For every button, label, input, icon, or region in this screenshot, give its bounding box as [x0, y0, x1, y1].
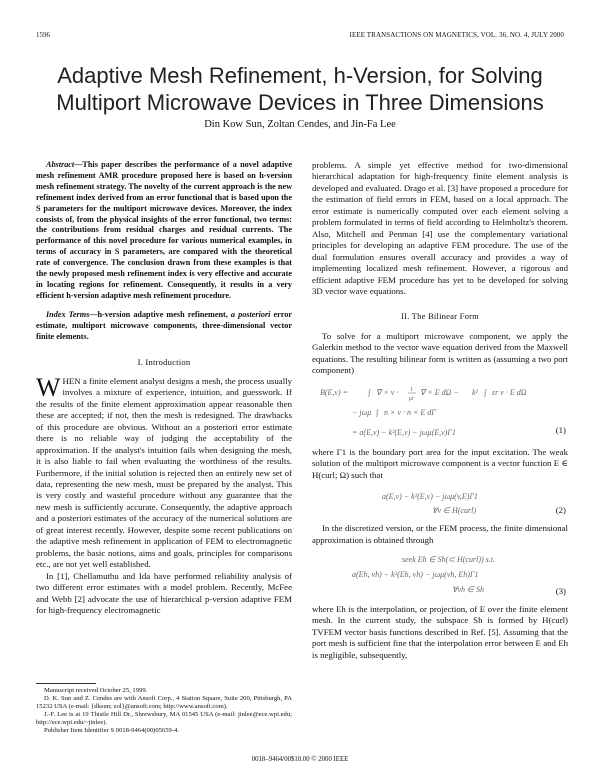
index-terms-text-a: —h-version adaptive mesh refinement, [89, 309, 231, 319]
footnote-3: J.-F. Lee is at 19 Thistle Hill Dr., Shrewsbury, MA 01545 USA (e-mail: jinlee@ece.wpi.edu; http://ece.wpi.edu/~jinlee). [36, 711, 292, 727]
equation-2-graphic [312, 487, 568, 517]
equation-1-number: (1) [555, 424, 566, 435]
index-terms [36, 310, 292, 343]
footnote-1: Manuscript received October 25, 1999. [44, 687, 148, 694]
equation-3-graphic [312, 552, 568, 598]
right-paragraph-4: In the discretized version, or the FEM process, the finite dimensional approximation is obtained through [312, 523, 568, 545]
copyright-line: 0018–9464/00$10.00 © 2000 IEEE [251, 756, 349, 763]
section-1-heading: I. Introduction [137, 356, 191, 367]
right-column [312, 160, 568, 661]
section-2-heading: II. The Bilinear Form [400, 311, 480, 322]
index-terms-lead: Index Terms [46, 309, 90, 319]
footnote-4: Publisher Item Identifier S 0018-9464(00)05659-4. [44, 727, 179, 735]
svg-text:∀v ∈ H(curl): ∀v ∈ H(curl) [432, 506, 476, 516]
svg-text:μr: μr [409, 395, 415, 402]
footnote-rule [36, 683, 96, 684]
title-line-2: Multiport Microwave Devices in Three Dimensions [56, 90, 544, 115]
svg-text:seek Eh ∈ Sh(⊂ H(curl)) s.t.: seek Eh ∈ Sh(⊂ H(curl)) s.t. [402, 554, 495, 564]
svg-text:εr v · E dΩ: εr v · E dΩ [492, 387, 527, 397]
footnotes [36, 687, 292, 736]
abstract-text: —This paper describes the performance of a novel adaptive mesh refinement AMR procedure proposed here is based on h-version mesh refinement strategy. The novelty of the current approach is the new refinement index derived from an error functional that is based upon the S parameters for the multiport microwave devices. Moreover, the index consists of, from the physical insights of the error functional, two terms: the contributions from residual charges and residual currents. The performance of this novel procedure for various numerical examples, in terms of accuracy in S parameters, are compared with the theoretical rate of convergence. The conclusion drawn from these examples is that the newly proposed mesh refinement index is very effective and accurate in locating regions for refinement. Consequently, it results in a very efficient h-version adaptive mesh refinement procedure. [36, 160, 292, 300]
equation-2 [312, 487, 568, 517]
svg-text:a(E,v) − k²(E,v) − jωμ(v,E)Γ1: a(E,v) − k²(E,v) − jωμ(v,E)Γ1 [382, 492, 478, 502]
equation-3 [312, 552, 568, 598]
svg-text:− jωμ: − jωμ [352, 407, 372, 417]
right-paragraph-3: where Γ1 is the boundary port area for the input excitation. The weak solution of the multiport microwave component is a vector function E ∈ H(curl; Ω) such that [312, 446, 568, 480]
intro-paragraph-2: In [1], Chellamuthu and Ida have performed reliability analysis of two different error estimates with a model problem. Recently, McFee and Webb [2] advocate the use of hierarchical p-version adaptive FEM for high-frequency electromagnetic [36, 570, 292, 616]
svg-text:∀vh ∈ Sh: ∀vh ∈ Sh [452, 584, 484, 594]
index-terms-italic: a posteriori [230, 309, 271, 319]
svg-text:1: 1 [410, 386, 413, 393]
right-paragraph-1: problems. A simple yet effective method for two-dimensional hierarchical adaptation for high-frequency finite element analysis is developed and evaluated. Drago et al. [3] have proposed a procedure for the estimation of field errors in FEM, based on a local approach. The error estimate is numerically computed over each element solving a problem formulated in terms of field according to Helmholtz's theorem. Also, Mitchell and Penman [4] use the complementary variational principles for developing an adaptive FEM procedure. The use of the dual formulation ensures overall accuracy and provides a way of implementing localized mesh refinement. However, a rigorous and efficient adaptive FEM procedure has yet to be developed for solving 3D vector wave equations. [312, 160, 568, 296]
svg-text:∫: ∫ [484, 387, 487, 397]
dropcap: W [36, 372, 61, 402]
svg-text:= a(E,v) − k²(E,v) − jωμ(E,v)Γ: = a(E,v) − k²(E,v) − jωμ(E,v)Γ1 [352, 427, 456, 437]
equation-3-number: (3) [555, 585, 566, 596]
equation-2-number: (2) [555, 505, 566, 516]
footnote-2: D. K. Sun and Z. Cendes are with Ansoft Corp., 4 Station Square, Suite 200, Pittsburgh, PA 15232 USA (e-mail: {dksun; zol}@ansoft.com; http://www.ansoft.com). [36, 695, 292, 711]
svg-text:∫: ∫ [376, 407, 379, 417]
abstract-lead: Abstract [46, 160, 75, 169]
svg-text:∇ × v ·: ∇ × v · [376, 387, 399, 397]
intro-paragraph-1: HEN a finite element analyst designs a mesh, the process usually involves a mixture of experience, intuition, and guesswork. If the results of the finite element approximation appear reasonable then these are accepted; if not, then the mesh is redesigned. The drawbacks of this procedure are obvious. Without an a posteriori error estimate there is no reliable way of judging the acceptability of the approximation. If the analyst's intuition fails when designing the mesh, it is also liable to fail when evaluating the worthiness of the results. Furthermore, if the initial solution is rejected then an entirely new set of data, representing the new mesh, must be prepared by the analyst. This is very costly and wasteful procedure without any guarantee that the new mesh is sufficiently accurate. Consequently, the adaptive approach and a posteriori estimates of the accuracy of the numerical solutions are of great interest recently. However, despite some recent publications on the adaptive mesh refinement in application of FEM to electromagnetic problems, the basic notions, aims and goals, principles for comparisons etc., are not yet well established. [36, 375, 292, 570]
svg-text:a(Eh, vh) − k²(Eh, vh) − jωμ(v: a(Eh, vh) − k²(Eh, vh) − jωμ(vh, Eh)Γ1 [352, 569, 479, 579]
abstract [36, 160, 292, 302]
index-terms-text-b: error estimate, multiport microwave components, three-dimensional vector finite elements. [36, 309, 292, 341]
authors: Din Kow Sun, Zoltan Cendes, and Jin-Fa Lee [204, 119, 396, 130]
right-paragraph-5: where Eh is the interpolation, or projection, of E over the finite element mesh. In the current study, the subspace Sh is formed by H(curl) TVFEM vector basis functions described in Ref. [5]. Assuming that the port mesh is sufficient fine that the interpolation error between E and Eh is negligible, subsequently, [312, 603, 568, 660]
journal-header: IEEE TRANSACTIONS ON MAGNETICS, VOL. 36, NO. 4, JULY 2000 [349, 31, 564, 39]
page-number: 1596 [36, 31, 50, 39]
equation-1 [312, 383, 568, 441]
svg-text:n × v · n × E dΓ: n × v · n × E dΓ [384, 407, 436, 417]
title-line-1: Adaptive Mesh Refinement, h-Version, for Solving [57, 63, 543, 88]
svg-text:k²: k² [472, 387, 478, 397]
right-paragraph-2: To solve for a multiport microwave component, we apply the Galerkin method to the vector wave equation derived from the Maxwell equations. The resulting bilinear form is written as (assuming a two port component) [312, 330, 568, 376]
svg-text:B(E,v) =: B(E,v) = [320, 387, 349, 397]
svg-text:∇ × E dΩ −: ∇ × E dΩ − [420, 387, 459, 397]
left-column [36, 160, 292, 616]
equation-1-graphic [312, 383, 568, 441]
svg-text:∫: ∫ [368, 387, 371, 397]
paper-title [30, 62, 570, 116]
